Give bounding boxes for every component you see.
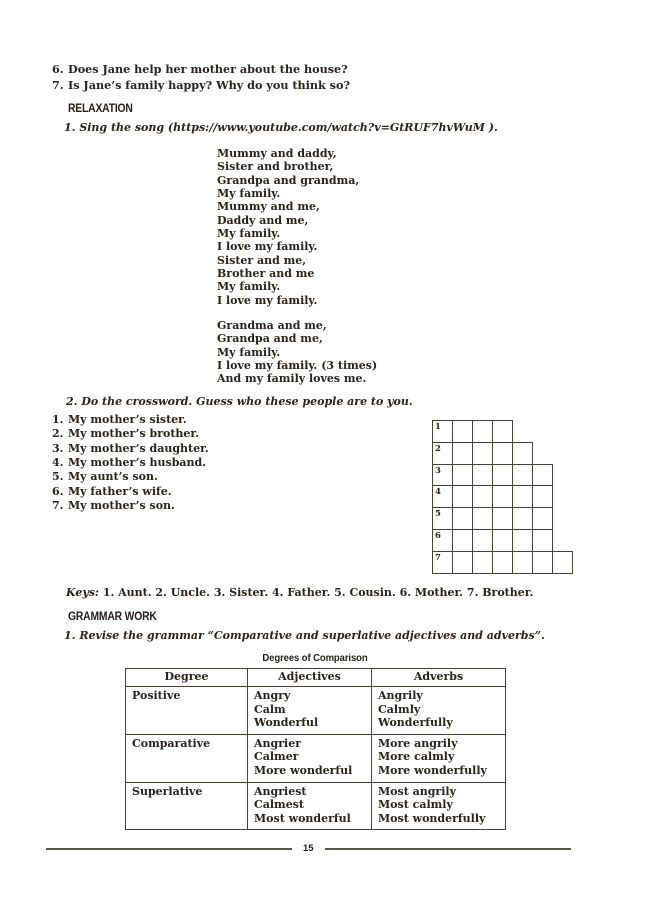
crossword-cell <box>532 485 553 508</box>
table-row <box>126 687 506 735</box>
crossword-cell <box>512 529 533 552</box>
table-body <box>126 687 506 830</box>
clue-number: 3. <box>52 441 64 455</box>
adverb-line: More wonderfully <box>378 763 487 777</box>
crossword-clues <box>52 413 209 513</box>
adjective-line: Most wonderful <box>254 811 351 825</box>
adjective-line: Angry <box>254 689 291 702</box>
adverb-line: Most angrily <box>378 784 456 798</box>
song-line: My family. <box>217 187 281 201</box>
page-footer <box>46 843 576 854</box>
crossword-cell-number: 7 <box>435 552 441 563</box>
song-line: Sister and brother, <box>217 160 334 174</box>
song-line: Mummy and daddy, <box>217 147 337 160</box>
crossword-cell <box>432 529 453 552</box>
degree-cell: Superlative <box>126 782 248 830</box>
footer-rule-right <box>325 848 571 850</box>
crossword-cell-number: 6 <box>435 530 441 541</box>
crossword-cell <box>452 485 473 508</box>
crossword-cell <box>492 485 513 508</box>
crossword-cell <box>452 529 473 552</box>
task-revise-grammar: 1. Revise the grammar “Comparative and superlative adjectives and adverbs”. <box>64 629 545 642</box>
crossword-cell <box>492 464 513 487</box>
song-line: Grandma and me, <box>217 319 327 332</box>
adverb-line: Wonderfully <box>378 716 453 730</box>
crossword-clue <box>52 413 209 427</box>
crossword-row <box>432 529 572 552</box>
crossword-cell <box>472 551 493 574</box>
clue-text: My mother’s husband. <box>68 456 207 470</box>
crossword-row <box>432 551 572 574</box>
clue-text: My mother’s daughter. <box>68 441 209 455</box>
crossword-cell <box>472 464 493 487</box>
crossword-row <box>432 420 572 443</box>
clue-number: 5. <box>52 470 64 484</box>
relaxation-heading: RELAXATION <box>68 103 133 115</box>
crossword-clue <box>52 470 209 484</box>
task-sing-song: 1. Sing the song (https://www.youtube.com/watch?v=GtRUF7hvWuM ). <box>64 121 498 134</box>
crossword-cell-number: 3 <box>435 465 441 476</box>
crossword-cell <box>512 464 533 487</box>
table-row <box>126 782 506 830</box>
question-item <box>52 61 350 77</box>
crossword-cell <box>532 507 553 530</box>
table-row <box>126 734 506 782</box>
crossword-cell <box>432 485 453 508</box>
song-line: My family. <box>217 345 281 359</box>
comparison-table-title: Degrees of Comparison <box>262 653 368 664</box>
adjective-line: Calmest <box>254 798 304 812</box>
song-line: I love my family. <box>217 240 318 254</box>
crossword-clue <box>52 442 209 456</box>
crossword-cell <box>492 420 513 443</box>
question-text: Does Jane help her mother about the house? <box>68 62 348 76</box>
table-header-degree: Degree <box>126 669 248 687</box>
adverb-line: Angrily <box>378 689 423 702</box>
crossword-cell <box>472 420 493 443</box>
adverb-line: Calmly <box>378 702 421 716</box>
crossword-cell <box>512 551 533 574</box>
adverb-line: More calmly <box>378 750 455 764</box>
song-line: And my family loves me. <box>217 372 367 386</box>
crossword-cell <box>472 507 493 530</box>
clue-number: 4. <box>52 456 64 470</box>
crossword-clue <box>52 427 209 441</box>
crossword-cell <box>472 442 493 465</box>
crossword-cell <box>532 529 553 552</box>
song-line: Grandpa and me, <box>217 332 323 346</box>
song-line: Sister and me, <box>217 253 307 267</box>
adjective-line: Calm <box>254 702 286 716</box>
clue-number: 2. <box>52 427 64 441</box>
crossword-cell <box>512 507 533 530</box>
clue-number: 6. <box>52 484 64 498</box>
song-line: I love my family. <box>217 293 318 307</box>
adjectives-cell <box>248 782 372 830</box>
crossword-cell <box>492 529 513 552</box>
table-header-row <box>126 669 506 687</box>
keys-text: 1. Aunt. 2. Uncle. 3. Sister. 4. Father. 5. Cousin. 6. Mother. 7. Brother. <box>102 586 534 599</box>
crossword-cell-number: 1 <box>435 422 441 432</box>
crossword-cell <box>452 464 473 487</box>
adjectives-cell <box>248 734 372 782</box>
crossword-cell-number: 4 <box>435 487 441 498</box>
crossword-clue <box>52 499 209 513</box>
page-number: 15 <box>303 843 314 854</box>
crossword-row <box>432 507 572 530</box>
clue-number: 7. <box>52 499 64 513</box>
crossword-cell <box>492 551 513 574</box>
task-crossword: 2. Do the crossword. Guess who these people are to you. <box>66 395 413 408</box>
crossword-cell <box>452 420 473 443</box>
crossword-grid <box>432 420 572 574</box>
song-stanza-1 <box>217 147 359 307</box>
crossword-row <box>432 442 572 465</box>
crossword-cell <box>512 485 533 508</box>
crossword-cell <box>452 507 473 530</box>
keys-label: Keys: <box>66 586 99 599</box>
crossword-cell <box>432 507 453 530</box>
adjective-line: Wonderful <box>254 716 319 730</box>
song-stanza-2 <box>217 319 377 386</box>
song-line: My family. <box>217 227 281 241</box>
song-line: Grandpa and grandma, <box>217 173 360 187</box>
question-item <box>52 77 350 93</box>
question-number: 7. <box>52 78 64 93</box>
adjectives-cell <box>248 687 372 735</box>
crossword-cell <box>552 551 573 574</box>
adjective-line: Angriest <box>254 784 307 798</box>
crossword-cell <box>532 551 553 574</box>
keys-line <box>66 586 533 599</box>
adverb-line: Most wonderfully <box>378 811 486 825</box>
crossword-cell-number: 2 <box>435 443 441 454</box>
clue-text: My mother’s son. <box>68 499 175 513</box>
crossword-cell <box>432 551 453 574</box>
table-header-adverbs: Adverbs <box>372 669 506 687</box>
adverbs-cell <box>372 687 506 735</box>
crossword-cell <box>492 507 513 530</box>
adverbs-cell <box>372 734 506 782</box>
crossword-row <box>432 464 572 487</box>
song-line: Daddy and me, <box>217 213 309 227</box>
question-number: 6. <box>52 62 64 76</box>
adjective-line: More wonderful <box>254 763 353 777</box>
crossword-row <box>432 485 572 508</box>
comparison-table <box>125 668 506 830</box>
adverb-line: More angrily <box>378 736 458 750</box>
crossword-cell-number: 5 <box>435 509 441 520</box>
crossword-cell <box>432 464 453 487</box>
clue-text: My aunt’s son. <box>68 470 158 484</box>
crossword-clue <box>52 456 209 470</box>
crossword-cell <box>492 442 513 465</box>
clue-text: My mother’s sister. <box>68 413 187 426</box>
degree-cell: Positive <box>126 687 248 735</box>
degree-cell: Comparative <box>126 734 248 782</box>
clue-text: My father’s wife. <box>68 484 172 498</box>
footer-rule-left <box>46 848 292 850</box>
crossword-cell <box>432 420 453 443</box>
crossword-cell <box>472 529 493 552</box>
table-header-adjectives: Adjectives <box>248 669 372 687</box>
song-line: My family. <box>217 280 281 294</box>
adjective-line: Calmer <box>254 750 299 764</box>
adjective-line: Angrier <box>254 736 301 750</box>
crossword-cell <box>452 442 473 465</box>
crossword-cell <box>452 551 473 574</box>
song-line: Mummy and me, <box>217 200 320 214</box>
question-text: Is Jane’s family happy? Why do you think so? <box>68 78 350 93</box>
clue-text: My mother’s brother. <box>68 427 200 441</box>
crossword-cell <box>532 464 553 487</box>
song-line: I love my family. (3 times) <box>217 359 378 373</box>
comparison-table-block <box>125 653 505 830</box>
crossword-cell <box>512 442 533 465</box>
crossword-cell <box>472 485 493 508</box>
clue-number: 1. <box>52 413 64 426</box>
song-line: Brother and me <box>217 267 315 281</box>
crossword-clue <box>52 485 209 499</box>
adverbs-cell <box>372 782 506 830</box>
crossword-cell <box>432 442 453 465</box>
questions-list <box>52 61 350 94</box>
adverb-line: Most calmly <box>378 798 453 812</box>
grammar-heading: GRAMMAR WORK <box>68 611 157 623</box>
